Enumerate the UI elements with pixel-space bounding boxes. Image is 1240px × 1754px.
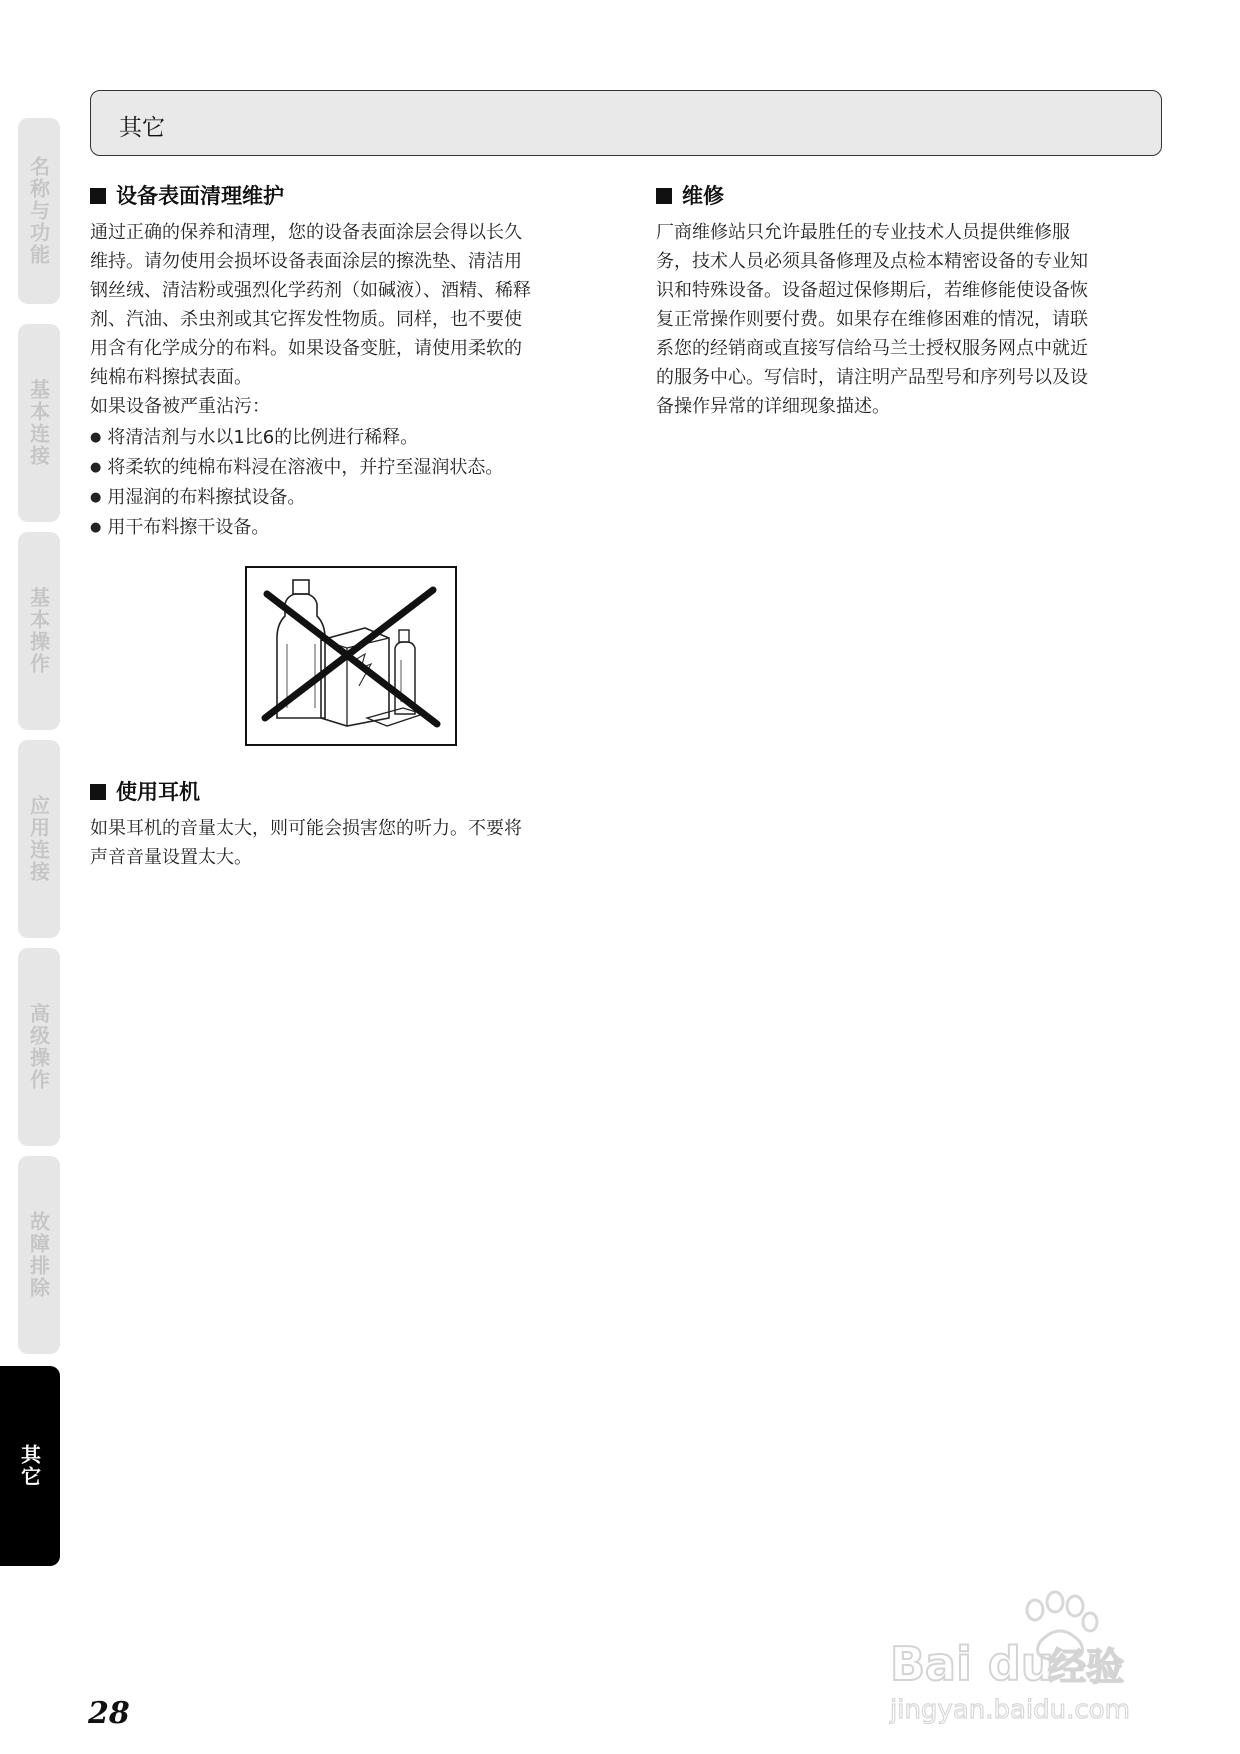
side-tab-names-functions[interactable]: [18, 118, 60, 304]
text-line: 识和特殊设备。设备超过保修期后，若维修能使设备恢: [656, 280, 1088, 301]
side-tab-other[interactable]: [0, 1366, 60, 1566]
repair-heading: 维修: [656, 180, 724, 210]
watermark-url: jingyan.baidu.com: [890, 1695, 1130, 1725]
no-chemicals-illustration: [245, 566, 457, 746]
text-line: 钢丝绒、清洁粉或强烈化学药剂（如碱液）、酒精、稀释: [90, 280, 531, 301]
section-header-bar: [90, 90, 1162, 156]
side-tab-basic-operation[interactable]: [18, 532, 60, 730]
text-line: 务，技术人员必须具备修理及点检本精密设备的专业知: [656, 251, 1088, 272]
side-tab-label: 基本操作: [26, 587, 51, 675]
side-tab-label: 高级操作: [26, 1003, 51, 1091]
side-tab-basic-connection[interactable]: [18, 324, 60, 522]
cleaning-steps: [90, 423, 610, 543]
text-line: 复正常操作则要付费。如果存在维修困难的情况，请联: [656, 309, 1088, 330]
side-tab-label: 应用连接: [26, 795, 51, 883]
square-bullet-icon: [656, 188, 672, 204]
text-line: 用含有化学成分的布料。如果设备变脏，请使用柔软的: [90, 338, 522, 359]
text-line: 如果耳机的音量太大，则可能会损害您的听力。不要将: [90, 818, 522, 839]
text-line: 系您的经销商或直接写信给马兰士授权服务网点中就近: [656, 338, 1088, 359]
list-item: ● 用干布料擦干设备。: [90, 513, 610, 543]
cleaning-heading: 设备表面清理维护: [90, 180, 284, 210]
cleaning-paragraph: [90, 218, 610, 421]
list-item: ● 将清洁剂与水以1比6的比例进行稀释。: [90, 423, 610, 453]
list-item: ● 将柔软的纯棉布料浸在溶液中，并拧至湿润状态。: [90, 453, 610, 483]
text-line: 纯棉布料擦拭表面。: [90, 367, 252, 388]
repair-paragraph: [656, 218, 1176, 421]
text-line: 维持。请勿使用会损坏设备表面涂层的擦洗垫、清洁用: [90, 251, 522, 272]
text-line: 剂、汽油、杀虫剂或其它挥发性物质。同样，也不要使: [90, 309, 522, 330]
text-line: 的服务中心。写信时，请注明产品型号和序列号以及设: [656, 367, 1088, 388]
side-tab-label: 其它: [17, 1444, 42, 1488]
side-tab-troubleshooting[interactable]: [18, 1156, 60, 1354]
page-title: 其它: [119, 115, 165, 141]
square-bullet-icon: [90, 188, 106, 204]
text-line: 声音音量设置太大。: [90, 847, 252, 868]
side-tab-application-connection[interactable]: [18, 740, 60, 938]
svg-text:经验: 经验: [1048, 1645, 1125, 1689]
text-line: 通过正确的保养和清理，您的设备表面涂层会得以长久: [90, 222, 522, 243]
baidu-watermark-logo: [880, 1580, 1180, 1730]
headphones-paragraph: [90, 814, 610, 872]
side-tab-label: 故障排除: [26, 1211, 51, 1299]
dirty-intro: 如果设备被严重沾污：: [90, 396, 270, 417]
crossed-out-chemicals-icon: [247, 568, 455, 744]
side-tab-label: 基本连接: [26, 379, 51, 467]
side-tab-advanced-operation[interactable]: [18, 948, 60, 1146]
side-tab-label: 名称与功能: [26, 156, 51, 266]
headphones-heading: 使用耳机: [90, 776, 200, 806]
watermark-brand: Bai du: [890, 1637, 1054, 1691]
list-item: ● 用湿润的布料擦拭设备。: [90, 483, 610, 513]
text-line: 厂商维修站只允许最胜任的专业技术人员提供维修服: [656, 222, 1070, 243]
square-bullet-icon: [90, 784, 106, 800]
page-number: 28: [88, 1696, 130, 1731]
text-line: 备操作异常的详细现象描述。: [656, 396, 890, 417]
paw-logo-icon: [880, 1580, 1180, 1730]
